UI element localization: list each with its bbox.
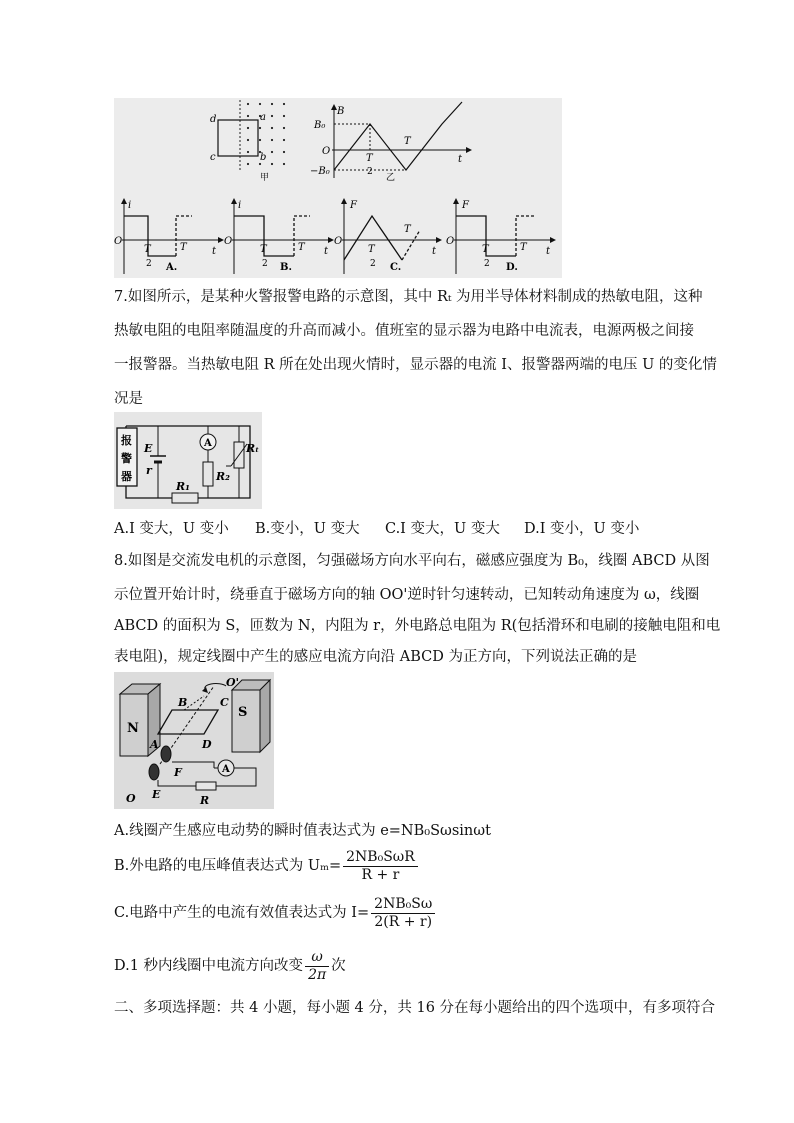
figure-yi [310, 102, 472, 183]
q7-circuit-figure [114, 412, 262, 509]
tick-T2-a: T [144, 244, 151, 255]
label-C: C [220, 696, 229, 709]
q8-option-d [114, 946, 346, 986]
label-D: D [202, 738, 212, 751]
tick-T2-b: T [260, 244, 267, 255]
q8-line-3: ABCD 的面积为 S，匝数为 N，内阻为 r，外电路总电阻为 R(包括滑环和电刷的接触电阻和电 [114, 618, 721, 634]
q7-line-2: 热敏电阻的电阻率随温度的升高而减小。值班室的显示器为电路中电流表，电源两极之间接 [114, 323, 694, 339]
caption-c: C. [390, 262, 402, 273]
q8-option-b-numerator: 2NB₀SωR [343, 849, 418, 867]
label-A-coil: A [150, 738, 159, 751]
q7-line-4: 况是 [114, 391, 143, 407]
q8-generator-svg [114, 672, 274, 809]
tick-T-b: T [298, 242, 305, 253]
axis-i-a: i [128, 200, 132, 211]
label-Rt: Rₜ [246, 442, 260, 455]
magnet-S [232, 690, 260, 752]
label-B: B [337, 106, 345, 117]
q7-option-a: A.I 变大，U 变小 [114, 521, 229, 537]
slip-ring-1 [161, 746, 171, 762]
slip-ring-2 [149, 764, 159, 780]
axis-i-b: i [238, 200, 242, 211]
caption-b: B. [280, 262, 292, 273]
label-O-prime: O' [226, 676, 239, 689]
q8-option-d-text: D.1 秒内线圈中电流方向改变 [114, 958, 304, 974]
label-T: T [404, 136, 411, 147]
q8-option-b [114, 846, 420, 886]
graph-option-c [334, 198, 442, 274]
tick-sub-a: 2 [146, 259, 152, 269]
origin-b: O [224, 236, 233, 247]
label-B0: B₀ [314, 120, 326, 131]
origin-c: O [334, 236, 343, 247]
q8-option-c-text: C.电路中产生的电流有效值表达式为 I= [114, 905, 370, 921]
section-2-heading: 二、多项选择题：共 4 小题，每小题 4 分，共 16 分在每小题给出的四个选项中，有多项符合 [114, 1000, 716, 1016]
tick-sub-d: 2 [484, 259, 490, 269]
label-F: F [174, 766, 182, 779]
q7-option-b: B.变小，U 变大 [255, 521, 360, 537]
graph-option-b [224, 198, 334, 274]
alarm-char-3: 器 [121, 470, 132, 483]
tick-sub-b: 2 [262, 259, 268, 269]
label-N: N [127, 721, 139, 736]
label-T-half: T [366, 153, 373, 164]
label-ammeter: A [204, 438, 212, 449]
label-R2: R₂ [216, 470, 230, 483]
axis-t-a: t [212, 246, 217, 257]
q7-circuit-svg [114, 412, 262, 509]
label-E-brush: E [152, 788, 161, 801]
alarm-char-2: 警 [121, 452, 132, 465]
caption-yi: 乙 [386, 173, 396, 183]
label-R: R [200, 794, 210, 807]
q8-option-c-fraction [371, 896, 435, 931]
q7-option-c: C.I 变大，U 变大 [385, 521, 500, 537]
label-O-yi: O [322, 146, 331, 157]
tick-T-d: T [520, 242, 527, 253]
q8-option-c [114, 893, 437, 933]
label-S: S [238, 705, 248, 720]
q8-option-c-numerator: 2NB₀Sω [371, 896, 435, 914]
resistor-R [196, 782, 216, 790]
q8-line-4: 表电阻)，规定线圈中产生的感应电流方向沿 ABCD 为正方向，下列说法正确的是 [114, 649, 637, 665]
label-t: t [458, 154, 463, 165]
q8-option-d-numerator: ω [305, 949, 329, 967]
q8-option-d-denominator: 2π [308, 966, 327, 983]
coil-abcd [158, 710, 218, 734]
q8-option-b-denominator: R + r [361, 866, 400, 883]
resistor-R1 [172, 493, 198, 503]
resistor-R2 [203, 462, 213, 486]
q8-option-d-fraction [305, 949, 329, 984]
q8-option-b-fraction [343, 849, 418, 884]
label-ammeter-gen: A [222, 764, 230, 775]
label-d: d [210, 114, 217, 125]
q8-option-b-text: B.外电路的电压峰值表达式为 Uₘ= [114, 858, 342, 874]
q8-line-1: 8.如图是交流发电机的示意图，匀强磁场方向水平向右，磁感应强度为 B₀，线圈 ABCD 从图 [114, 553, 710, 569]
figure-jia [210, 100, 285, 183]
axis-t-b: t [324, 246, 329, 257]
tick-T-a: T [180, 242, 187, 253]
axis-F-c: F [350, 200, 357, 211]
tick-T-c: T [404, 224, 411, 235]
axis-F-d: F [462, 200, 469, 211]
tick-sub-c: 2 [370, 259, 376, 269]
q7-line-1: 7.如图所示，是某种火警报警电路的示意图，其中 Rₜ 为用半导体材料制成的热敏电阻，这种 [114, 289, 703, 305]
alarm-char-1: 报 [121, 434, 132, 447]
axis-t-c: t [432, 246, 437, 257]
caption-a: A. [166, 262, 178, 273]
caption-jia: 甲 [260, 173, 270, 183]
label-c: c [210, 152, 216, 163]
label-E: E [144, 442, 153, 455]
q8-generator-figure [114, 672, 274, 809]
top-figure [114, 98, 562, 278]
q8-option-a: A.线圈产生感应电动势的瞬时值表达式为 e=NB₀Sωsinωt [114, 823, 491, 839]
tick-T2-d: T [482, 244, 489, 255]
axis-t-d: t [546, 246, 551, 257]
q8-option-d-suffix: 次 [331, 958, 346, 974]
label-O-axis: O [126, 792, 136, 805]
top-figure-svg [114, 98, 562, 278]
label-2: 2 [367, 167, 373, 177]
origin-d: O [446, 236, 455, 247]
q8-option-c-denominator: 2(R + r) [374, 913, 433, 930]
q8-line-2: 示位置开始计时，绕垂直于磁场方向的轴 OO'逆时针匀速转动，已知转动角速度为 ω，线圈 [114, 587, 700, 603]
tick-T2-c: T [368, 244, 375, 255]
origin-a: O [114, 236, 123, 247]
caption-d: D. [506, 262, 518, 273]
q7-option-d: D.I 变小，U 变小 [524, 521, 640, 537]
label-b: b [260, 152, 267, 163]
label-B-coil: B [178, 696, 188, 709]
label-a: a [260, 112, 266, 123]
graph-option-d [446, 198, 556, 274]
label-neg-B0: −B₀ [310, 166, 330, 177]
graph-option-a [114, 198, 224, 274]
label-R1: R₁ [176, 480, 190, 493]
q7-line-3: 一报警器。当热敏电阻 R 所在处出现火情时，显示器的电流 I、报警器两端的电压 U 的变化情 [114, 357, 717, 373]
label-r: r [146, 464, 152, 477]
